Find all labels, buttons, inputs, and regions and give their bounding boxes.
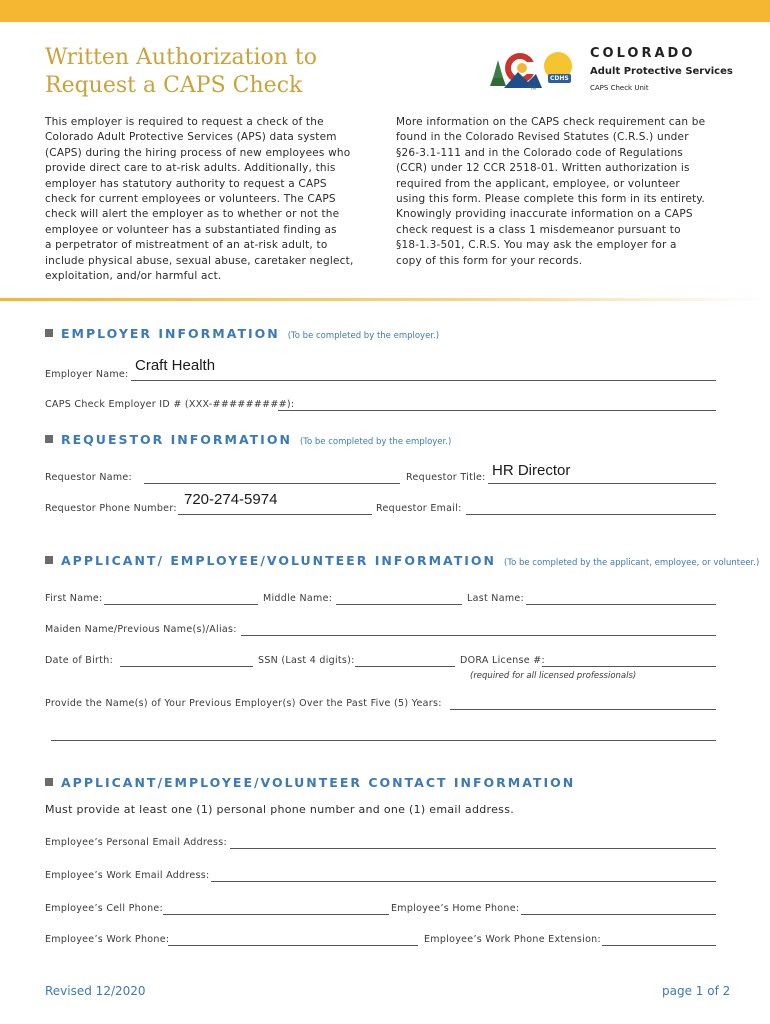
middle-name-label: Middle Name: [263, 593, 333, 604]
dora-license-note: (required for all licensed professionals) [470, 671, 637, 681]
intro-right-line: Knowingly providing inaccurate information on a CAPS [396, 208, 693, 221]
requestor-name-label: Requestor Name: [45, 472, 133, 483]
page-number: page 1 of 2 [662, 984, 731, 998]
first-name-label: First Name: [45, 593, 103, 604]
intro-left-line: employee or volunteer has a substantiated finding as [45, 223, 337, 236]
intro-right-line: copy of this form for your records. [396, 254, 583, 267]
cdhs-badge: CDHS [550, 75, 569, 82]
intro-right-line: using this form. Please complete this form in its entirety. [396, 193, 705, 206]
work-phone-label: Employee’s Work Phone: [45, 934, 170, 945]
intro-left-line: check will alert the employer as to whether or not the [45, 208, 340, 221]
intro-left-line: employer has statutory authority to request a CAPS [45, 177, 327, 190]
requestor-email-label: Requestor Email: [376, 503, 462, 514]
intro-right-line: (CCR) under 12 CCR 2518-01. Written authorization is [396, 162, 690, 175]
page-title [45, 44, 317, 100]
bullet-square-icon [45, 435, 53, 443]
dora-license-label: DORA License #: [460, 655, 546, 666]
dora-license-field[interactable] [542, 666, 716, 667]
previous-employers-label: Provide the Name(s) of Your Previous Employer(s) Over the Past Five (5) Years: [45, 698, 442, 709]
first-name-field[interactable] [104, 604, 258, 605]
ssn-label: SSN (Last 4 digits): [258, 655, 355, 666]
bullet-square-icon [45, 556, 53, 564]
intro-left-line: a perpetrator of mistreatment of an at-risk adult, to [45, 239, 328, 252]
cell-phone-field[interactable] [163, 914, 389, 915]
section-title: APPLICANT/ EMPLOYEE/VOLUNTEER INFORMATION [61, 553, 497, 568]
requestor-title-label: Requestor Title: [406, 472, 486, 483]
revision-date: Revised 12/2020 [45, 984, 146, 998]
trademark: TM [530, 86, 536, 91]
ssn-field[interactable] [355, 666, 455, 667]
intro-left-paragraph [45, 115, 380, 284]
work-email-label: Employee’s Work Email Address: [45, 870, 210, 881]
intro-right-line: §18-1.3-501, C.R.S. You may ask the employer for a [396, 239, 677, 252]
cell-phone-label: Employee’s Cell Phone: [45, 903, 164, 914]
requestor-section-heading [45, 432, 451, 447]
employer-name-value[interactable]: Craft Health [135, 357, 216, 374]
logo-state-name: COLORADO [590, 46, 696, 61]
logo-unit: CAPS Check Unit [590, 84, 649, 92]
home-phone-label: Employee’s Home Phone: [391, 903, 520, 914]
requestor-title-value[interactable]: HR Director [492, 462, 571, 479]
maiden-name-field[interactable] [241, 635, 716, 636]
personal-email-field[interactable] [230, 848, 716, 849]
dob-label: Date of Birth: [45, 655, 114, 666]
home-phone-field[interactable] [521, 914, 716, 915]
title-line-2: Request a CAPS Check [45, 73, 303, 98]
middle-name-field[interactable] [336, 604, 462, 605]
employer-name-field[interactable] [131, 380, 716, 381]
requestor-name-field[interactable] [144, 483, 400, 484]
requestor-title-field[interactable] [488, 483, 716, 484]
section-title: EMPLOYER INFORMATION [61, 326, 280, 341]
intro-right-line: required from the applicant, employee, or volunteer [396, 177, 680, 190]
title-line-1: Written Authorization to [45, 45, 317, 70]
work-phone-extension-label: Employee’s Work Phone Extension: [424, 934, 601, 945]
intro-left-line: check for current employees or volunteers. The CAPS [45, 193, 336, 206]
intro-left-line: This employer is required to request a check of the [45, 116, 324, 128]
section-title: APPLICANT/EMPLOYEE/VOLUNTEER CONTACT INFORMATION [61, 775, 576, 790]
intro-left-line: (CAPS) during the hiring process of new employees who [45, 146, 351, 159]
top-accent-bar [0, 0, 770, 22]
personal-email-label: Employee’s Personal Email Address: [45, 837, 228, 848]
last-name-label: Last Name: [467, 593, 525, 604]
work-phone-field[interactable] [168, 945, 418, 946]
work-phone-extension-field[interactable] [602, 945, 716, 946]
requestor-email-field[interactable] [466, 514, 716, 515]
section-note: (To be completed by the applicant, employee, or volunteer.) [504, 558, 760, 568]
intro-right-line: §26-3.1-111 and in the Colorado code of Regulations [396, 146, 683, 159]
employer-id-field[interactable] [278, 410, 716, 411]
work-email-field[interactable] [211, 881, 716, 882]
section-note: (To be completed by the employer.) [287, 331, 440, 341]
section-note: (To be completed by the employer.) [299, 437, 452, 447]
intro-left-line: provide direct care to at-risk adults. Additionally, this [45, 162, 336, 175]
intro-right-paragraph [396, 115, 736, 269]
bullet-square-icon [45, 778, 53, 786]
previous-employers-field-line-2[interactable] [51, 740, 716, 741]
employer-section-heading [45, 326, 439, 341]
requestor-phone-label: Requestor Phone Number: [45, 503, 177, 514]
maiden-name-label: Maiden Name/Previous Name(s)/Alias: [45, 624, 237, 635]
contact-section-heading [45, 775, 575, 790]
last-name-field[interactable] [526, 604, 716, 605]
dob-field[interactable] [120, 666, 253, 667]
intro-right-line: More information on the CAPS check requirement can be [396, 116, 706, 128]
previous-employers-field[interactable] [450, 709, 716, 710]
intro-left-line: include physical abuse, sexual abuse, caretaker neglect, [45, 254, 354, 267]
intro-right-line: check request is a class 1 misdemeanor pursuant to [396, 223, 681, 236]
section-divider [0, 298, 770, 301]
section-title: REQUESTOR INFORMATION [61, 432, 292, 447]
requestor-phone-value[interactable]: 720-274-5974 [184, 491, 278, 508]
intro-left-line: Colorado Adult Protective Services (APS) data system [45, 131, 337, 144]
logo-division: Adult Protective Services [590, 66, 733, 77]
intro-left-line: exploitation, and/or harmful act. [45, 270, 222, 283]
requestor-phone-field[interactable] [178, 514, 372, 515]
employer-name-label: Employer Name: [45, 369, 129, 380]
applicant-section-heading [45, 553, 759, 568]
bullet-square-icon [45, 329, 53, 337]
employer-id-label: CAPS Check Employer ID # (XXX-#########): [45, 399, 295, 410]
contact-instruction: Must provide at least one (1) personal phone number and one (1) email address. [45, 803, 515, 816]
colorado-aps-logo [484, 44, 734, 94]
intro-right-line: found in the Colorado Revised Statutes (C.R.S.) under [396, 131, 689, 144]
